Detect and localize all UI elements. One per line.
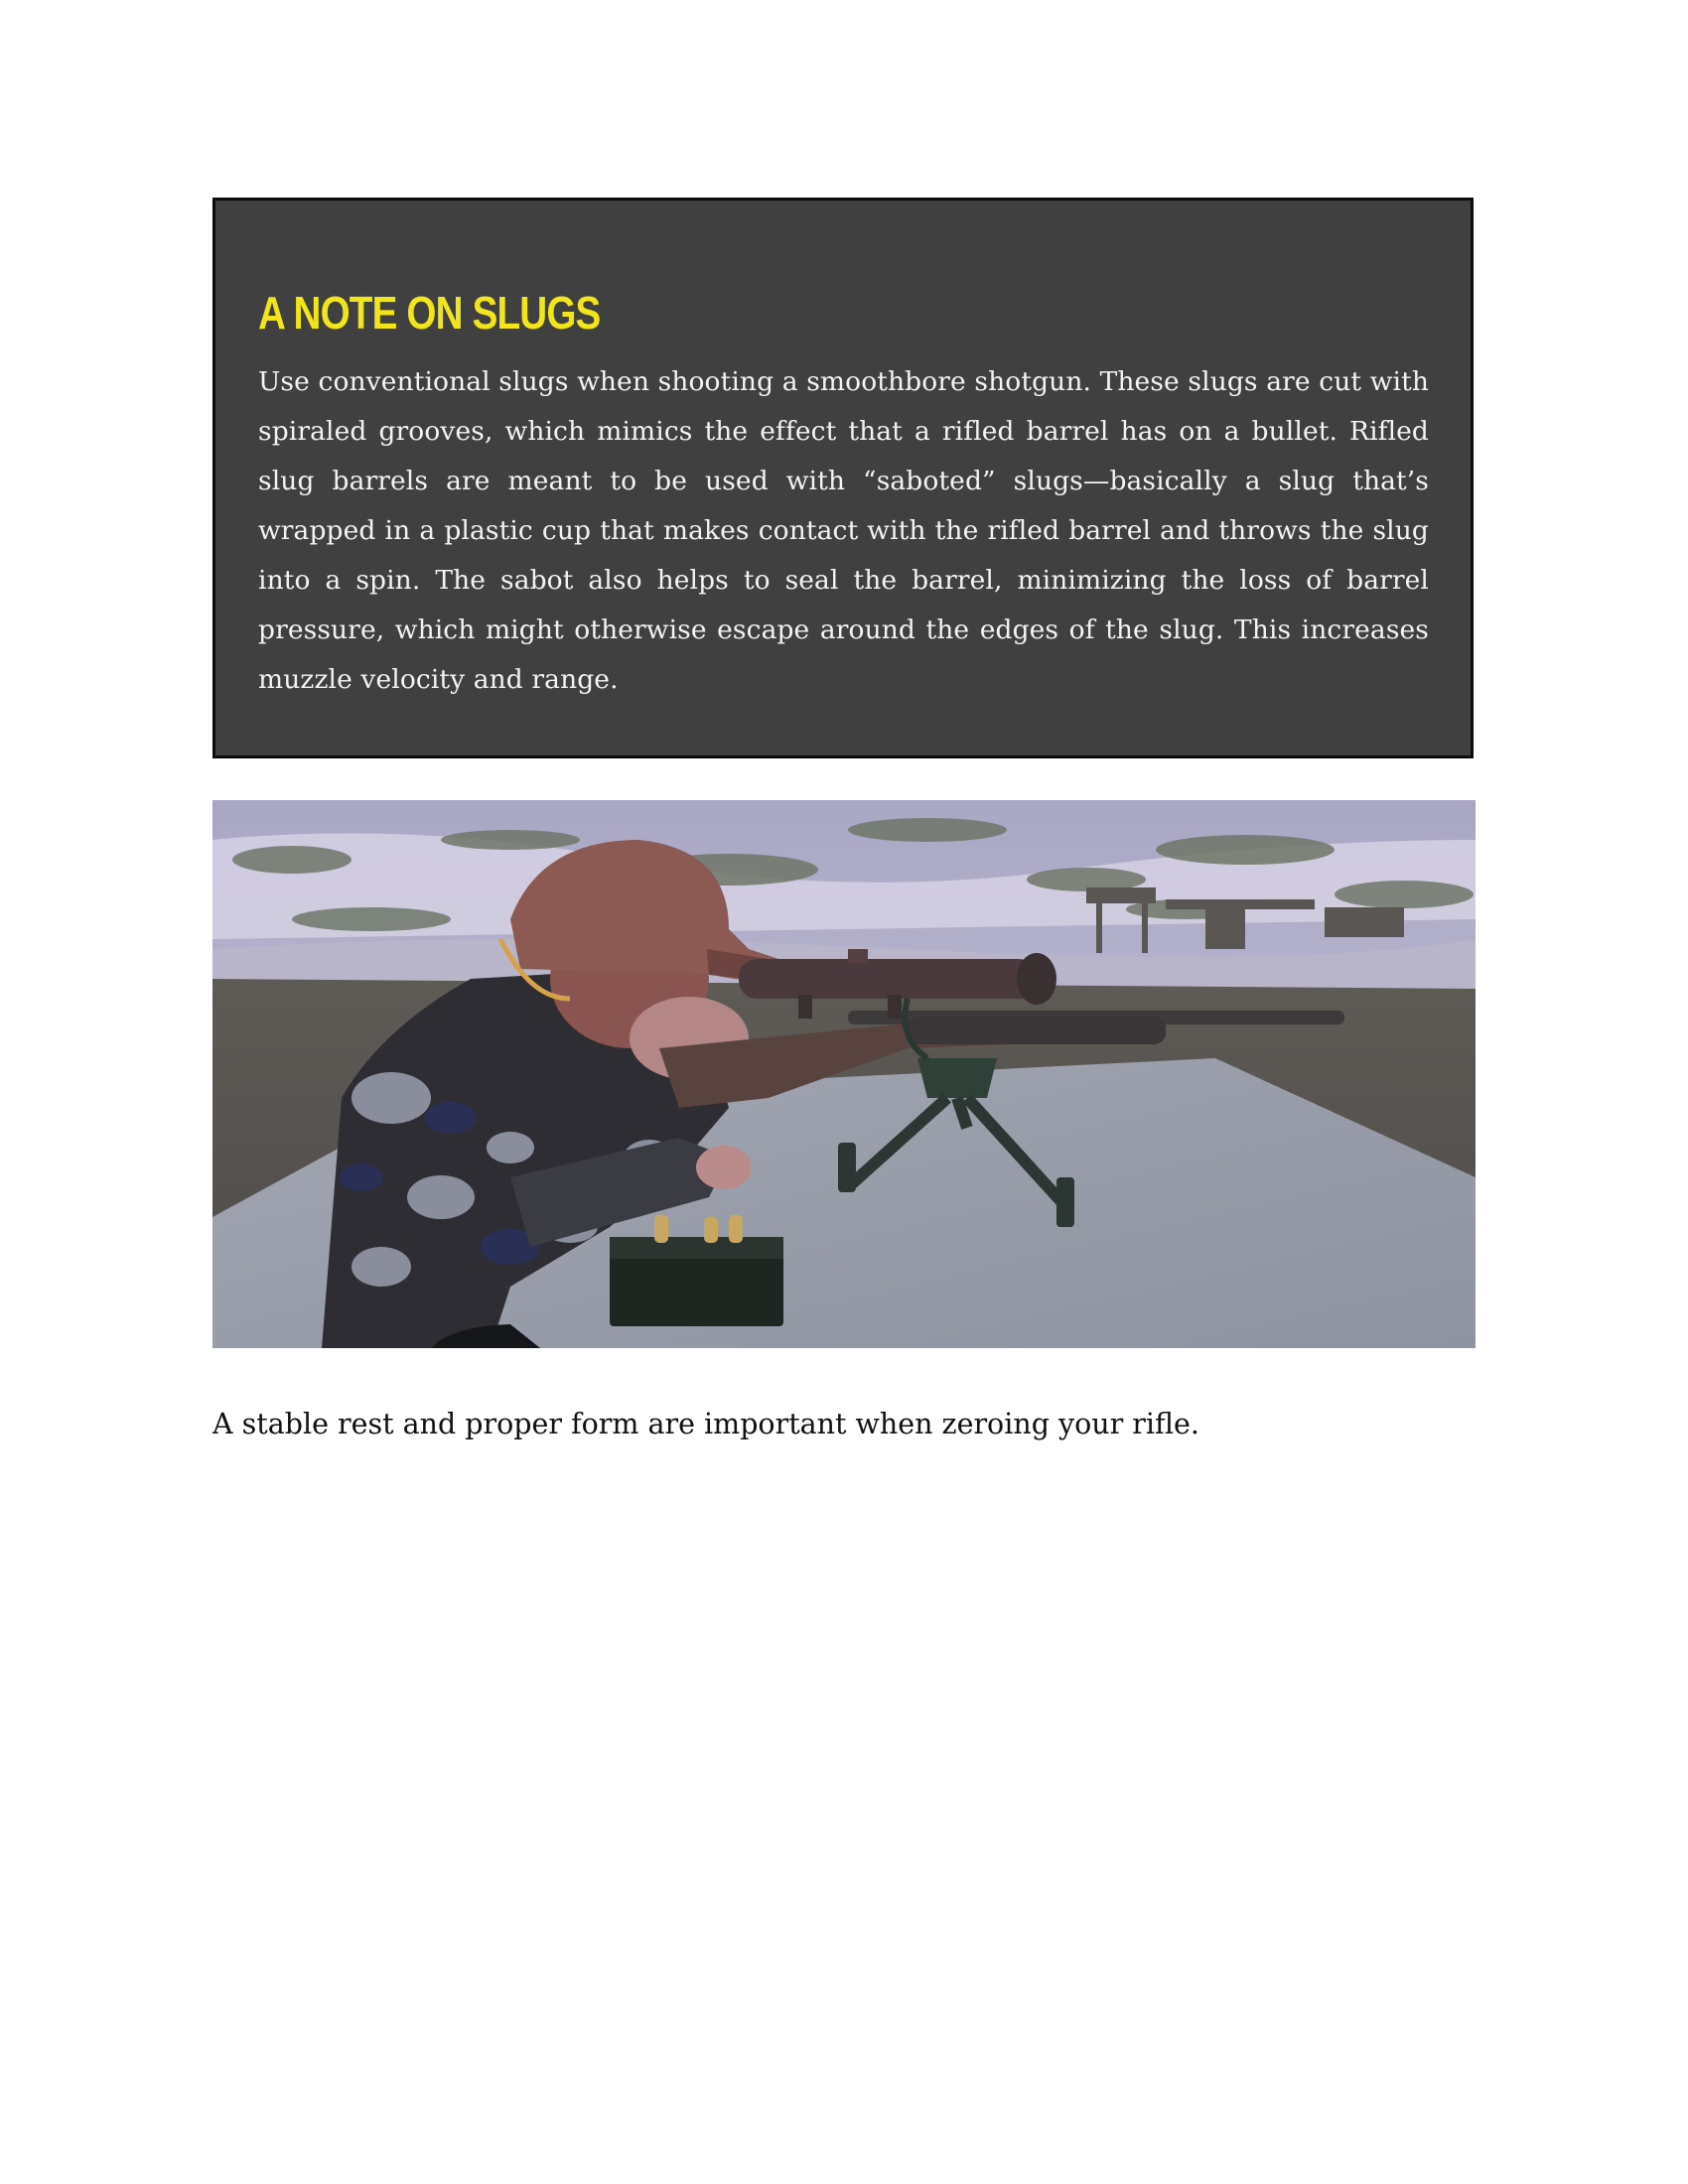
shooter-bench-rest-photo bbox=[212, 800, 1476, 1348]
note-sidebar-box bbox=[212, 198, 1474, 758]
photo-caption: A stable rest and proper form are important when zeroing your rifle. bbox=[212, 1408, 1199, 1440]
sidebar-title: A NOTE ON SLUGS bbox=[258, 287, 601, 339]
sidebar-body-text: Use conventional slugs when shooting a smoothbore shotgun. These slugs are cut with spiraled grooves, which mimics the effect that a rifled barrel has on a bullet. Rifled slug barrels are meant to be used with “saboted” slugs—basically a slug that’s wrapped in a plastic cup that makes contact with the rifled barrel and throws the slug into a spin. The sabot also helps to seal the barrel, minimizing the loss of barrel pressure, which might otherwise escape around the edges of the slug. This increases muzzle velocity and range. bbox=[258, 366, 1429, 695]
